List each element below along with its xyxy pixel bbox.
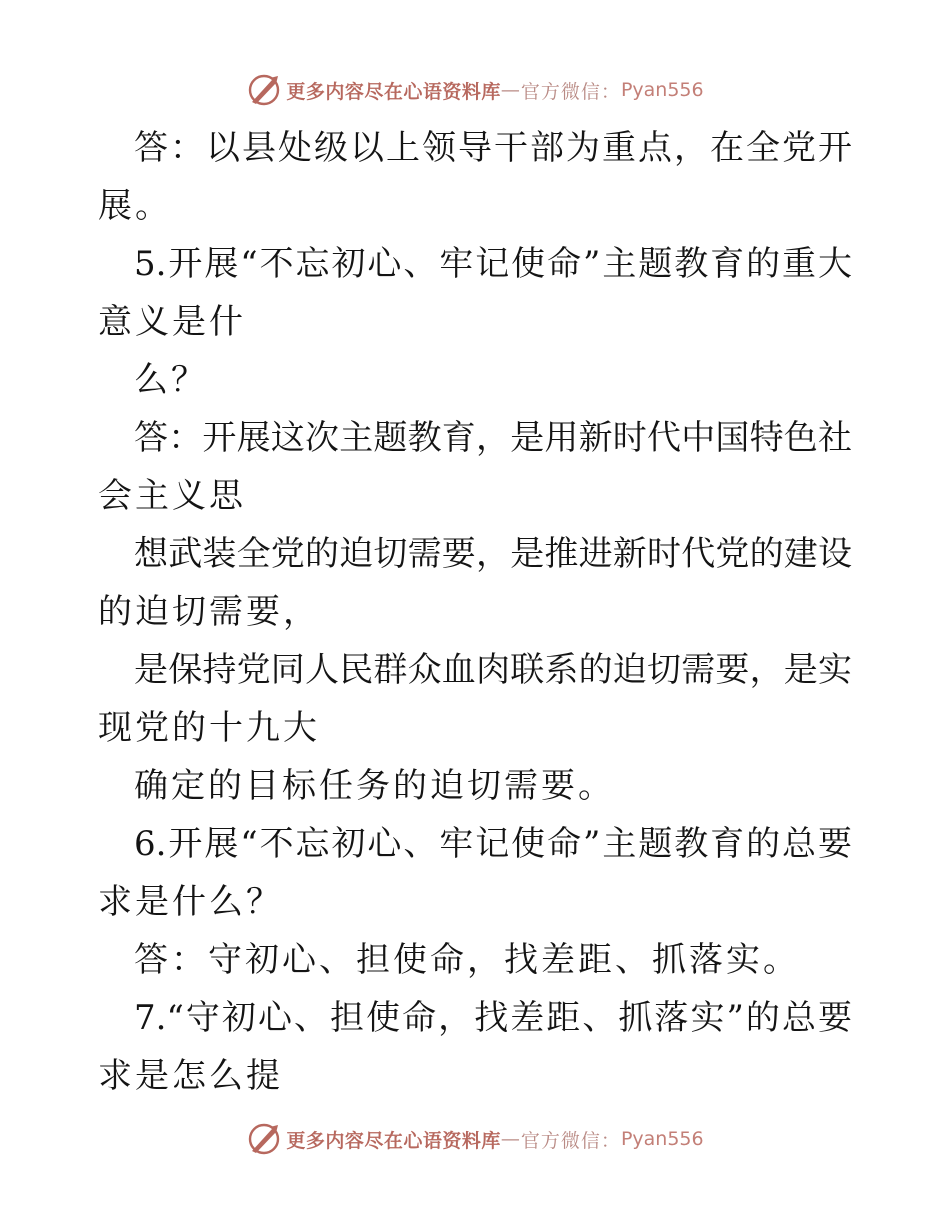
pen-circle-logo-icon xyxy=(246,72,282,108)
watermark-sub-text: 官方微信： xyxy=(520,80,621,103)
text-line: 求是怎么提 xyxy=(98,1056,283,1096)
question-heading: 6.开展“不忘初心、牢记使命”主题教育的总要 xyxy=(134,824,852,864)
text-line: 求是什么？ xyxy=(98,882,283,922)
watermark-main-text: 更多内容尽在心语资料库 xyxy=(286,80,501,103)
text-line: 确定的目标任务的迫切需要。 xyxy=(134,766,615,806)
pen-circle-logo-icon xyxy=(246,1121,282,1157)
text-line: 么？ xyxy=(134,360,208,400)
text-line: 现党的十九大 xyxy=(98,708,320,748)
text-line: 答：守初心、担使命，找差距、抓落实。 xyxy=(134,940,800,980)
footer-watermark xyxy=(0,1119,950,1159)
text-line: 展。 xyxy=(98,186,172,226)
watermark-dash: — xyxy=(500,79,521,101)
watermark-wechat-id: Pyan556 xyxy=(620,79,704,101)
text-line: 的迫切需要， xyxy=(98,592,320,632)
text-line: 意义是什 xyxy=(98,302,246,342)
question-heading: 5.开展“不忘初心、牢记使命”主题教育的重大 xyxy=(134,244,852,284)
question-heading: 7.“守初心、担使命，找差距、抓落实”的总要 xyxy=(134,998,852,1038)
text-line: 是保持党同人民群众血肉联系的迫切需要，是实 xyxy=(134,650,852,690)
text-line: 会主义思 xyxy=(98,476,246,516)
watermark-main-text: 更多内容尽在心语资料库 xyxy=(286,1129,501,1152)
watermark-wechat-id: Pyan556 xyxy=(620,1128,704,1150)
text-line: 答：开展这次主题教育，是用新时代中国特色社 xyxy=(134,418,852,458)
text-line: 答：以县处级以上领导干部为重点，在全党开 xyxy=(134,128,852,168)
text-line: 想武装全党的迫切需要，是推进新时代党的建设 xyxy=(134,534,852,574)
watermark-sub-text: 官方微信： xyxy=(520,1129,621,1152)
watermark-dash: — xyxy=(500,1128,521,1150)
header-watermark xyxy=(0,70,950,110)
